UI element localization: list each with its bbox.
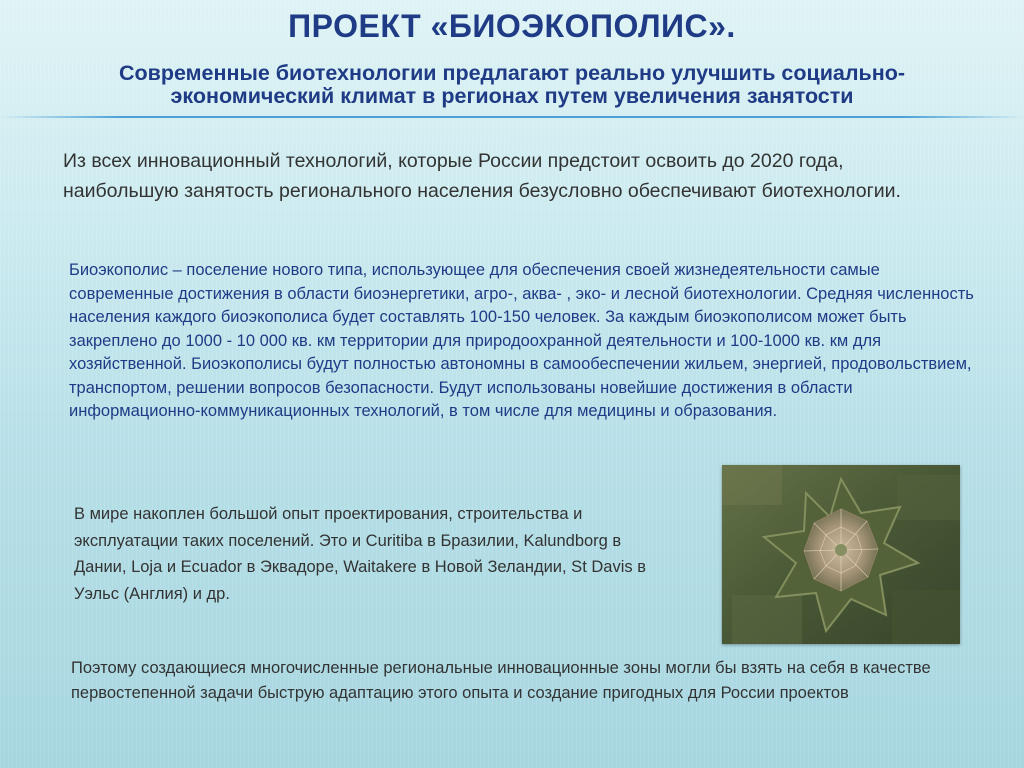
conclusion-paragraph: Поэтому создающиеся многочисленные региональные инновационные зоны могли бы взять на себя в качестве первостепенной задачи быструю адаптацию этого опыта и создание пригодных для России проектов (71, 659, 931, 702)
definition-paragraph: Биоэкополис – поселение нового типа, использующее для обеспечения своей жизнедеятельности самые современные достижения в области биоэнергетики, агро-, аква- , эко- и лесной биотехнологии. Средняя численность населения каждого биоэкополиса будет составлять 100-150 человек. За каждым биоэкополисом может быть закреплено до 1000 - 10 000 кв. км территории для природоохранной деятельности и 100-1000 кв. км для хозяйственной. Биоэкополисы будут полностью автономны в самообеспечении жильем, энергией, продовольствием, транспортом, решении вопросов безопасности. Будут использованы новейшие достижения в области информационно-коммуникационных технологий, в том числе для медицины и образования. (69, 261, 974, 420)
intro-paragraph: Из всех инновационный технологий, которые России предстоит освоить до 2020 года, наибольшую занятость регионального населения безусловно обеспечивают биотехнологии. (63, 150, 901, 202)
slide-title: ПРОЕКТ «БИОЭКОПОЛИС». (288, 8, 736, 44)
aerial-city-photo-icon (722, 465, 960, 644)
experience-paragraph: В мире накоплен большой опыт проектирования, строительства и эксплуатации таких поселений. Это и Curitiba в Бразилии, Kalundborg в Дании, Loja и Ecuador в Эквадоре, Waitakere в Новой Зеландии, St Davis в Уэльс (Англия) и др. (74, 505, 646, 603)
aerial-city-photo (722, 465, 960, 644)
slide-subtitle: Современные биотехнологии предлагают реально улучшить социально-экономический климат в регионах путем увеличения занятости (118, 61, 906, 108)
title-divider (0, 116, 1024, 118)
